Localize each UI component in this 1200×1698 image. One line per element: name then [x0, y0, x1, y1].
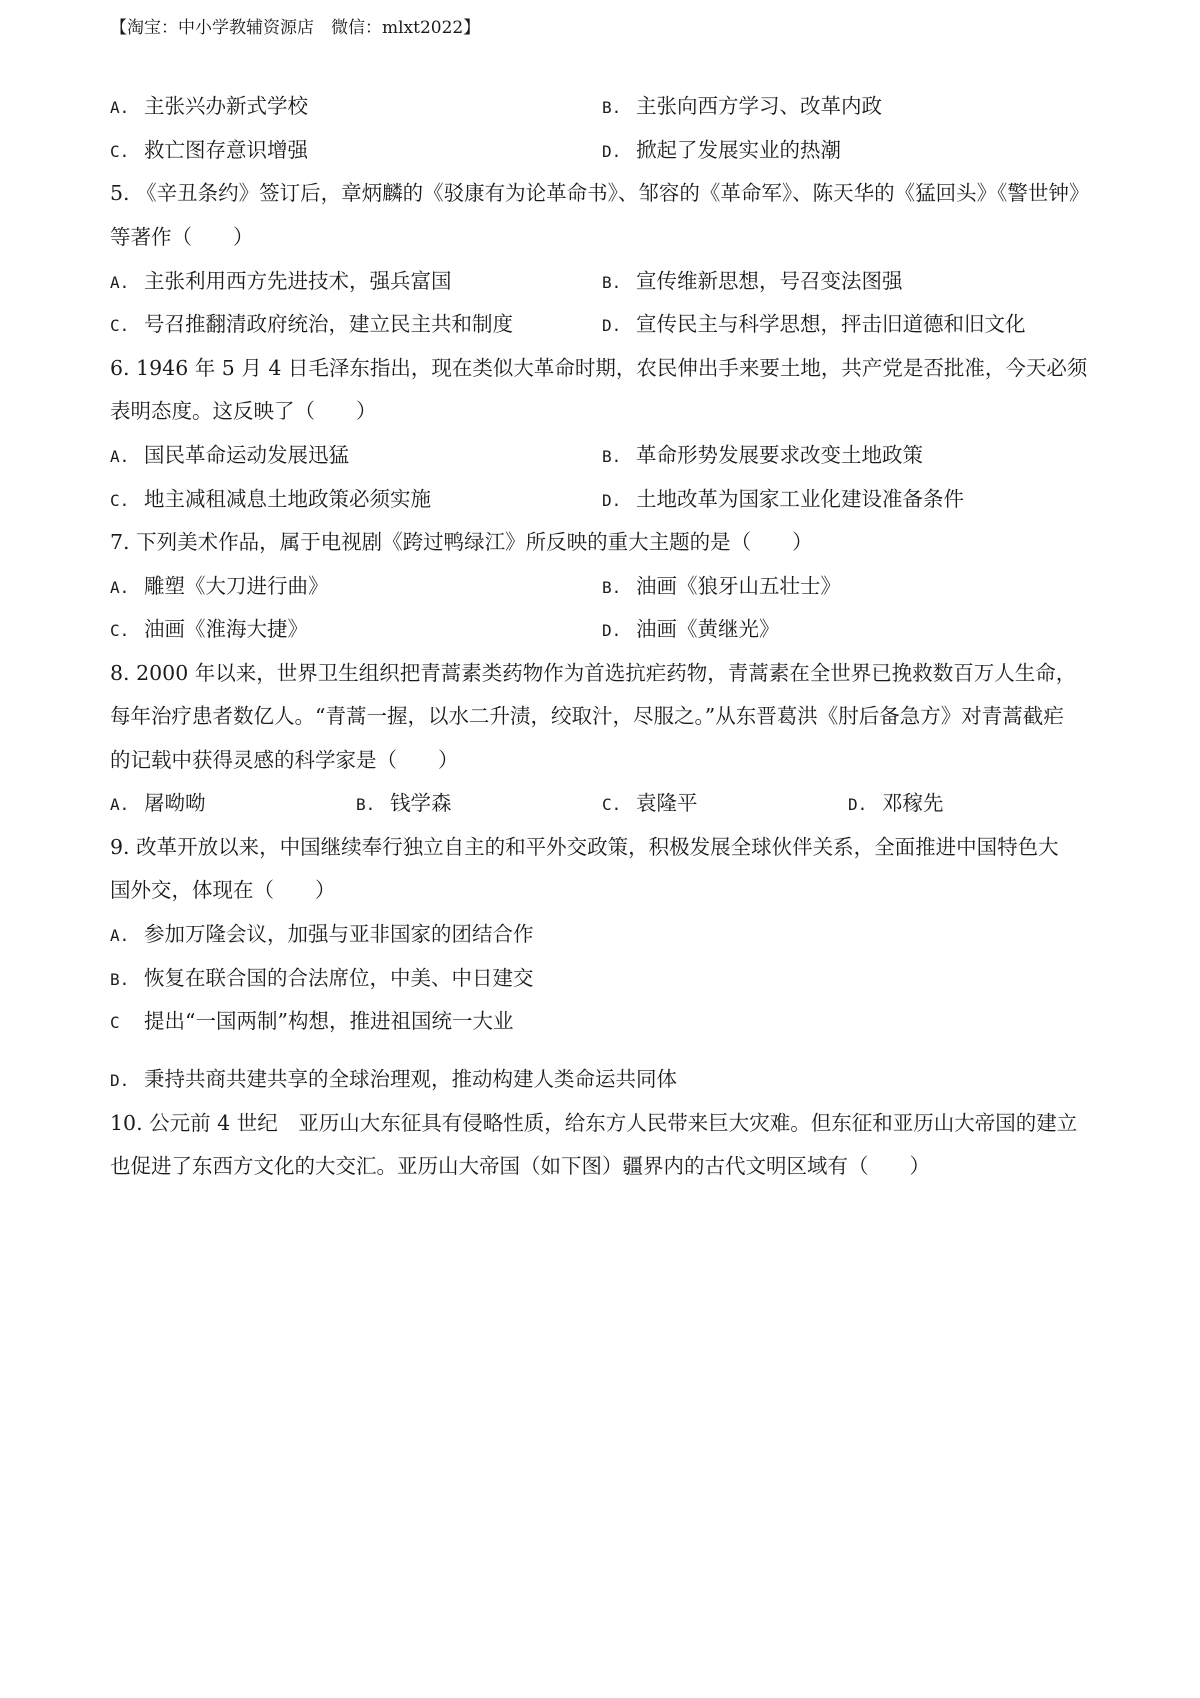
- option-letter: B.: [602, 98, 622, 117]
- q6-stem-line-1: 6. 1946 年 5 月 4 日毛泽东指出，现在类似大革命时期，农民伸出手来要土地，共产党是否批准，今天必须: [110, 356, 1088, 380]
- option-letter: C.: [110, 621, 130, 640]
- option-letter: C: [110, 1013, 120, 1032]
- option-letter: C.: [110, 142, 130, 161]
- q10-stem-line-2: 也促进了东西方文化的大交汇。亚历山大帝国（如下图）疆界内的古代文明区域有（ ）: [110, 1154, 930, 1178]
- option-letter: A.: [110, 926, 130, 945]
- q7-option-a: [110, 571, 329, 603]
- q5-option-b: [602, 266, 903, 298]
- q5-stem-line-2: 等著作（ ）: [110, 225, 254, 249]
- q9-option-b: [110, 963, 534, 995]
- option-text: 钱学森: [390, 791, 452, 815]
- option-text: 秉持共商共建共享的全球治理观，推动构建人类命运共同体: [144, 1067, 677, 1091]
- watermark-header: 【淘宝：中小学教辅资源店 微信：mlxt2022】: [110, 18, 481, 38]
- q7-option-b: [602, 571, 841, 603]
- option-text: 雕塑《大刀进行曲》: [144, 574, 329, 598]
- q8-stem-line-3: 的记载中获得灵感的科学家是（ ）: [110, 748, 459, 772]
- q9-stem-line-1: 9. 改革开放以来，中国继续奉行独立自主的和平外交政策，积极发展全球伙伴关系，全面推进中国特色大: [110, 835, 1059, 859]
- q4-option-c: [110, 135, 308, 167]
- option-letter: A.: [110, 447, 130, 466]
- option-text: 邓稼先: [882, 791, 944, 815]
- option-letter: D.: [602, 142, 622, 161]
- option-text: 宣传民主与科学思想，抨击旧道德和旧文化: [636, 312, 1026, 336]
- option-text: 提出“一国两制”构想，推进祖国统一大业: [144, 1009, 514, 1033]
- option-text: 主张利用西方先进技术，强兵富国: [144, 269, 452, 293]
- q6-option-a: [110, 440, 349, 472]
- option-text: 救亡图存意识增强: [144, 138, 308, 162]
- option-letter: D.: [602, 316, 622, 335]
- option-text: 宣传维新思想，号召变法图强: [636, 269, 903, 293]
- option-letter: C.: [602, 795, 622, 814]
- option-text: 油画《淮海大捷》: [144, 617, 308, 641]
- q7-option-d: [602, 614, 780, 646]
- q8-option-a: [110, 788, 206, 820]
- q8-stem-line-2: 每年治疗患者数亿人。“青蒿一握，以水二升渍，绞取汁，尽服之。”从东晋葛洪《肘后备急方》对青蒿截疟: [110, 704, 1064, 728]
- option-text: 土地改革为国家工业化建设准备条件: [636, 487, 964, 511]
- option-text: 主张向西方学习、改革内政: [636, 94, 882, 118]
- option-text: 号召推翻清政府统治，建立民主共和制度: [144, 312, 513, 336]
- q9-stem-line-2: 国外交，体现在（ ）: [110, 878, 336, 902]
- q8-option-b: [356, 788, 452, 820]
- option-text: 油画《狼牙山五壮士》: [636, 574, 841, 598]
- q5-option-c: [110, 309, 513, 341]
- q8-stem-line-1: 8. 2000 年以来，世界卫生组织把青蒿素类药物作为首选抗疟药物，青蒿素在全世界已挽救数百万人生命，: [110, 661, 1077, 685]
- q9-option-a: [110, 919, 534, 951]
- option-text: 参加万隆会议，加强与亚非国家的团结合作: [144, 922, 534, 946]
- option-letter: C.: [110, 491, 130, 510]
- q4-option-a: [110, 91, 308, 123]
- option-letter: B.: [602, 273, 622, 292]
- q10-stem-line-1: 10. 公元前 4 世纪 亚历山大东征具有侵略性质，给东方人民带来巨大灾难。但东征和亚历山大帝国的建立: [110, 1111, 1078, 1135]
- option-letter: D.: [602, 491, 622, 510]
- option-letter: B.: [356, 795, 376, 814]
- q6-option-d: [602, 484, 964, 516]
- option-letter: D.: [110, 1071, 130, 1090]
- q6-option-b: [602, 440, 923, 472]
- q6-option-c: [110, 484, 431, 516]
- q9-option-d: [110, 1064, 677, 1096]
- option-letter: A.: [110, 795, 130, 814]
- option-text: 油画《黄继光》: [636, 617, 780, 641]
- q9-option-c: [110, 1006, 513, 1038]
- exam-content: [110, 0, 1100, 1698]
- option-letter: B.: [110, 970, 130, 989]
- option-letter: A.: [110, 578, 130, 597]
- option-text: 恢复在联合国的合法席位，中美、中日建交: [144, 966, 534, 990]
- q6-stem-line-2: 表明态度。这反映了（ ）: [110, 399, 377, 423]
- option-text: 主张兴办新式学校: [144, 94, 308, 118]
- option-letter: A.: [110, 98, 130, 117]
- option-letter: B.: [602, 578, 622, 597]
- q5-stem-line-1: 5. 《辛丑条约》签订后，章炳麟的《驳康有为论革命书》、邹容的《革命军》、陈天华的《猛回头》《警世钟》: [110, 181, 1090, 205]
- option-letter: B.: [602, 447, 622, 466]
- q4-option-d: [602, 135, 841, 167]
- option-letter: D.: [602, 621, 622, 640]
- option-letter: A.: [110, 273, 130, 292]
- option-text: 掀起了发展实业的热潮: [636, 138, 841, 162]
- option-letter: D.: [848, 795, 868, 814]
- option-letter: C.: [110, 316, 130, 335]
- q5-option-d: [602, 309, 1026, 341]
- q7-stem-line-1: 7. 下列美术作品，属于电视剧《跨过鸭绿江》所反映的重大主题的是（ ）: [110, 530, 813, 554]
- q8-option-d: [848, 788, 944, 820]
- option-text: 革命形势发展要求改变土地政策: [636, 443, 923, 467]
- option-text: 屠呦呦: [144, 791, 206, 815]
- option-text: 地主减租减息土地政策必须实施: [144, 487, 431, 511]
- q4-option-b: [602, 91, 882, 123]
- option-text: 袁隆平: [636, 791, 698, 815]
- option-text: 国民革命运动发展迅猛: [144, 443, 349, 467]
- q5-option-a: [110, 266, 452, 298]
- q7-option-c: [110, 614, 308, 646]
- q8-option-c: [602, 788, 698, 820]
